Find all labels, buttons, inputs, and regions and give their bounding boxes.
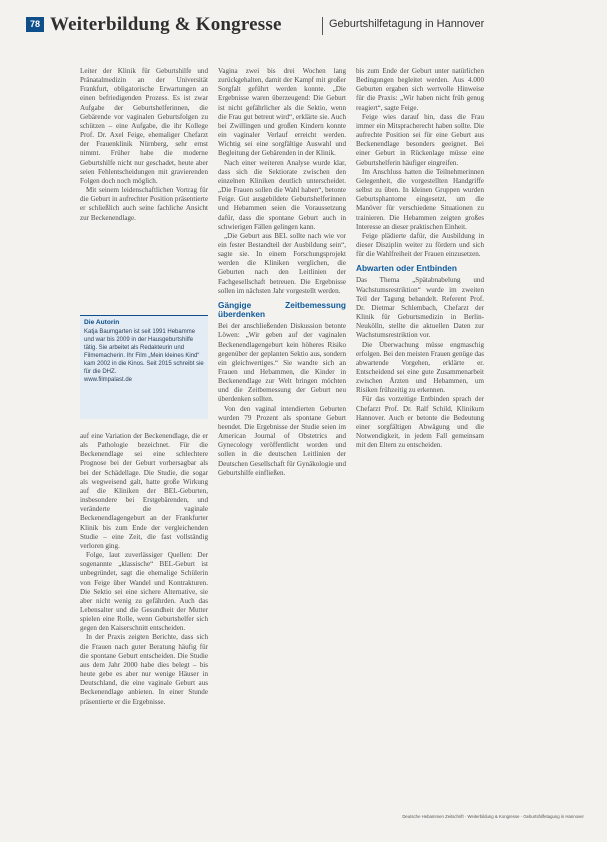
paragraph: Vagina zwei bis drei Wochen lang zurückgehalten, damit der Kampf mit großer Sorgfalt geführt werden konnte. „Die Ergebnisse waren überzeugend: Die Geburt ist nicht gefährlicher als die Sektio, wenn die Frau gut betreut wird“, erklärte sie. Auch bei Zwillingen und großen Kindern konnte ein vaginaler Verlauf erreicht werden. Wichtig sei eine sorgfältige Auswahl und Begleitung der Gebärenden in der Klinik.	[218, 67, 346, 158]
paragraph: Für das vorzeitige Entbinden sprach der Chefarzt Prof. Dr. Ralf Schild, Klinikum Hannover. Auch er betonte die Bedeutung einer sorgfältigen Abwägung und die Notwendigkeit, in jedem Fall gemeinsam mit den Eltern zu entscheiden.	[356, 395, 484, 450]
paragraph: Nach einer weiteren Analyse wurde klar, dass sich die Sektiorate zwischen den einzelnen Kliniken deutlich unterscheidet. „Die Frauen sollen die Wahl haben“, betonte Feige. Gut ausgebildete Geburtshelferinnen und Hebammen seien die Voraussetzung dafür, dass die spontane Geburt auch in schwierigen Fällen gelingen kann.	[218, 158, 346, 231]
author-website[interactable]: www.filmpalast.de	[84, 377, 133, 383]
author-box-title: Die Autorin	[84, 319, 120, 326]
paragraph: „Die Geburt aus BEL sollte nach wie vor ein fester Bestandteil der Ausbildung sein“, sagte sie. In einem Forschungsprojekt werden die Kliniken verglichen, die Geburten nach den Leitlinien der Fachgesellschaft betreuen. Die Ergebnisse sollen im nächsten Jahr vorgestellt werden.	[218, 231, 346, 295]
paragraph: Die Überwachung müsse engmaschig erfolgen. Bei den meisten Frauen genüge das abwartende Vorgehen, erklärte er. Entscheidend sei eine gute Zusammenarbeit zwischen Ärzten und Hebammen, um Risiken frühzeitig zu erkennen.	[356, 340, 484, 395]
title-divider	[322, 17, 323, 35]
author-box-text: Katja Baumgarten ist seit 1991 Hebamme und war bis 2009 in der Hausgeburtshilfe tätig. Sie arbeitet als Redakteurin und Filmemacherin. Ihr Film „Mein kleines Kind“ kam 2002 in die Kinos. Seit 2015 schreibt sie für die DHZ.	[84, 329, 204, 375]
paragraph: Feige wies darauf hin, dass die Frau immer ein Mitspracherecht haben sollte. Die aufrechte Position sei für eine Geburt aus Beckenendlage besonders geeignet. Bei einer Geburt in Rückenlage müsse eine Geburtshelferin häufiger eingreifen.	[356, 112, 484, 167]
page-footer: Deutsche Hebammen Zeitschrift · Weiterbildung & Kongresse · Geburtshilfetagung in Hannover	[402, 814, 584, 819]
section-heading: Abwarten oder Entbinden	[356, 263, 457, 274]
section-title: Weiterbildung & Kongresse	[50, 14, 282, 35]
paragraph: Leiter der Klinik für Geburtshilfe und Pränatalmedizin an der Universität Frankfurt, obligatorische Erwartungen an einen befriedigenden Prozess. Es ist zwar Aufgabe der Geburtshelferinnen, die Gebärende vor vaginalen Geburtsfolgen zu schützen – eine Aufgabe, die ihr Kollege Prof. Dr. Axel Feige, ehemaliger Chefarzt der Frauenklinik Nürnberg, sehr ernst nimmt. Früher habe die moderne Geburtshilfe nicht nur geschadet, heute aber seien Fehlentscheidungen mit gravierenden Folgen doch noch möglich.	[80, 67, 208, 185]
paragraph: Feige plädierte dafür, die Ausbildung in dieser Disziplin weiter zu fördern und sich für die Wahlfreiheit der Frauen einzusetzen.	[356, 231, 484, 259]
paragraph: Im Anschluss hatten die Teilnehmerinnen Gelegenheit, die vorgestellten Handgriffe selbst zu üben. In kleinen Gruppen wurden Geburtsphantome eingesetzt, um die Manöver für verschiedene Situationen zu trainieren. Die Hebammen zeigten großes Interesse an dieser praktischen Einheit.	[356, 167, 484, 231]
author-info-box	[80, 315, 208, 419]
section-subtitle: Geburtshilfetagung in Hannover	[329, 18, 485, 30]
page-number: 78	[26, 17, 44, 32]
paragraph: Mit seinem leidenschaftlichen Vortrag für die Geburt in aufrechter Position präsentierte er schließlich auch seine fachliche Ansicht zur Beckenendlage.	[80, 186, 208, 222]
paragraph: bis zum Ende der Geburt unter natürlichen Bedingungen begleitet werden. Aus 4.000 Geburten ergaben sich wertvolle Hinweise für die Praxis: „Wir haben nicht früh genug reagiert“, sagte Feige.	[356, 67, 484, 112]
paragraph: Bei der anschließenden Diskussion betonte Löwen: „Wir geben auf der vaginalen Beckenendlagengeburt kein höheres Risiko gegenüber der geplanten Sektio aus, sondern ein gleichwertiges.“ Sie wandte sich an Frauen und Hebammen, die Kinder in Beckenendlage zur Welt bringen möchten und die Zeitbemessung der Geburt neu überdenken sollten.	[218, 322, 346, 404]
article-column-1-top	[80, 67, 208, 305]
article-column-1-bottom	[80, 432, 208, 804]
paragraph: Folge, laut zuverlässiger Quellen: Der sogenannte „klassische“ BEL-Geburt ist unbegründet, sagt die ehemalige Schülerin von Feige über Wandel und Kontrakturen. Die Sektio sei eine sichere Alternative, sie aber nicht wenig zu gefährden. Auch das Lebensalter und die Gesundheit der Mutter spielen eine Rolle, wenn Geburtshelfer sich gegen den Kaiserschnitt entscheiden.	[80, 551, 208, 633]
paragraph: Das Thema „Spätabnabelung und Wachstumsrestriktion“ wurde im zweiten Teil der Tagung behandelt. Referent Prof. Dr. Dietmar Schlembach, Chefarzt der Klinik für Geburtsmedizin in Berlin-Neukölln, stellte die aktuellen Daten zur Wachstumsrestriktion vor.	[356, 276, 484, 340]
section-heading: Gängige Zeitbemessung überdenken	[218, 299, 346, 320]
paragraph: auf eine Variation der Beckenendlage, die er als Pathologie bezeichnet. Für die Beckenendlage sei eine schlechtere Prognose bei der Geburt vorhersagbar als bei der Schädellage. Die Studie, die sogar als wegweisend galt, hatte große Wirkung auf die Kliniken der BEL-Geburten, insbesondere bei Erstgebärenden, und veränderte die vaginale Beckenendlagengeburt an der Frankfurter Klinik bis zum Ende der vergleichenden Studie – eine Zeit, die fast vollständig verloren ging.	[80, 432, 208, 550]
paragraph: In der Praxis zeigten Berichte, dass sich die Frauen nach guter Beratung häufig für die spontane Geburt entscheiden. Die Studie aus dem Jahr 2000 habe dies belegt – bis heute gebe es aber nur wenige Häuser in Deutschland, die eine vaginale Geburt aus Beckenendlage anbieten. In einer Stunde präsentierte er die Ergebnisse.	[80, 633, 208, 706]
article-column-3	[356, 67, 484, 807]
article-column-2	[218, 67, 346, 807]
paragraph: Von den vaginal intendierten Geburten wurden 79 Prozent als spontane Geburt beendet. Die Ergebnisse der Studie seien im American Journal of Obstetrics and Gynecology veröffentlicht worden und sollen in die deutschen Leitlinien der Deutschen Gesellschaft für Gynäkologie und Geburtshilfe einfließen.	[218, 404, 346, 477]
